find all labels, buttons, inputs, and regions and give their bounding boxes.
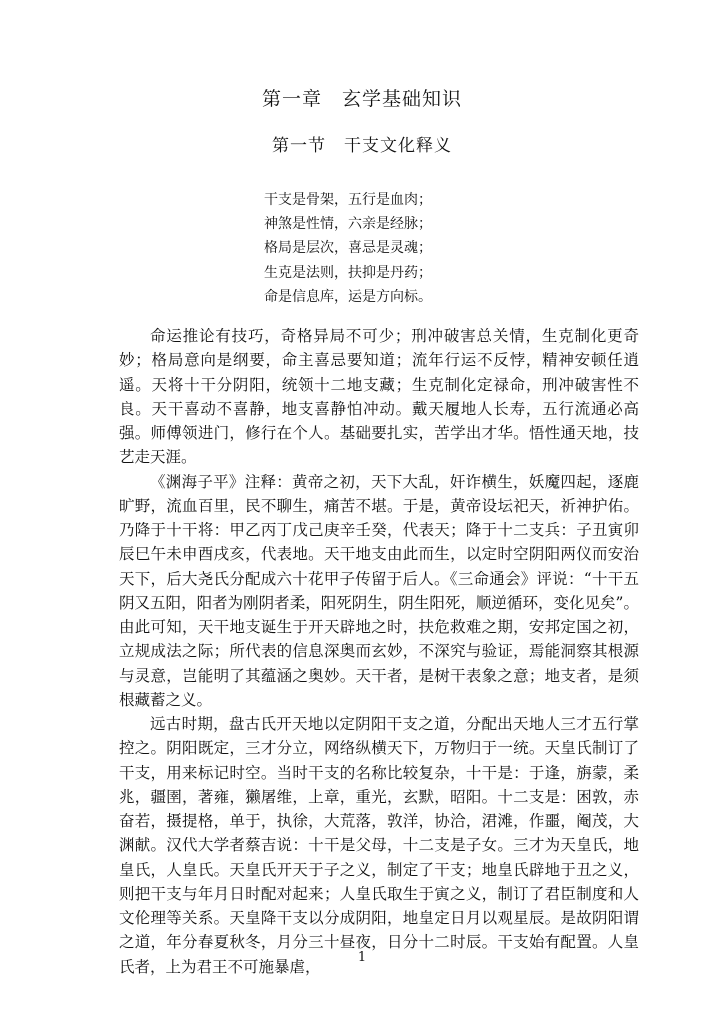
poem-line: 格局是层次，喜忌是灵魂； <box>264 240 432 257</box>
paragraph: 命运推论有技巧，奇格异局不可少；刑冲破害总关情，生克制化更奇妙；格局意向是纲要，命主喜忌要知道；流年行运不反悖，精神安顿任逍遥。天将十干分阴阳，统领十二地支藏；生克制化定禄命，刑冲破害性不良。天干喜动不喜静，地支喜静怕冲动。戴天履地人长寿，五行流通必高强。师傅领进门，修行在个人。基础要扎实，苦学出才华。悟性通天地，技艺走天涯。 <box>119 327 639 467</box>
page-number: 1 <box>357 950 367 965</box>
section-title: 第一节 干支文化释义 <box>272 136 452 156</box>
poem-block <box>264 188 432 309</box>
poem-line: 生克是法则，扶抑是丹药； <box>264 264 432 281</box>
paragraph: 远古时期，盘古氏开天地以定阴阳干支之道，分配出天地人三才五行掌控之。阴阳既定，三才分立，网络纵横天下，万物归于一统。天皇氏制订了干支，用来标记时空。当时干支的名称比较复杂，十干是：于逢，旃蒙，柔兆，疆圉，著雍，獭屠维，上章，重光，玄默，昭阳。十二支是：困敦，赤奋若，摄提格，单于，执徐，大荒落，敦洋，协洽，涒滩，作噩，阉茂，大渊献。汉代大学者蔡吉说：十干是父母，十二支是子女。三才为天皇氏，地皇氏，人皇氏。天皇氏开天于子之义，制定了干支；地皇氏辟地于丑之义，则把干支与年月日时配对起来；人皇氏取生于寅之义，制订了君臣制度和人文伦理等关系。天皇降干支以分成阴阳，地皇定日月以观星辰。是故阴阳谓之道，年分春夏秋冬，月分三十昼夜，日分十二时辰。干支始有配置。人皇氏者，上为君王不可施暴虐， <box>119 715 639 976</box>
body-text <box>119 324 639 979</box>
paragraph: 《渊海子平》注释：黄帝之初，天下大乱，奸诈横生，妖魔四起，逐鹿旷野，流血百里，民不聊生，痛苦不堪。于是，黄帝设坛祀天，祈神护佑。乃降于十干将：甲乙丙丁戊己庚辛壬癸，代表天；降于十二支兵：子丑寅卯辰巳午未申酉戌亥，代表地。天干地支由此而生，以定时空阴阳两仪而安治天下，后大尧氏分配成六十花甲子传留于后人。《三命通会》评说：“十干五阴又五阳，阳者为刚阴者柔，阳死阴生，阴生阳死，顺逆循环，变化见矣”。由此可知，天干地支诞生于开天辟地之时，扶危救难之期，安邦定国之初，立规成法之际；所代表的信息深奥而玄妙，不深究与验证，焉能洞察其根源与灵意，岂能明了其蕴涵之奥妙。天干者，是树干表象之意；地支者，是须根藏蓄之义。 <box>119 472 639 709</box>
chapter-title: 第一章 玄学基础知识 <box>261 88 462 110</box>
poem-line: 干支是骨架，五行是血肉； <box>264 192 432 208</box>
poem-line: 神煞是性情，六亲是经脉； <box>264 216 432 233</box>
poem-line: 命是信息库，运是方向标。 <box>264 288 432 305</box>
